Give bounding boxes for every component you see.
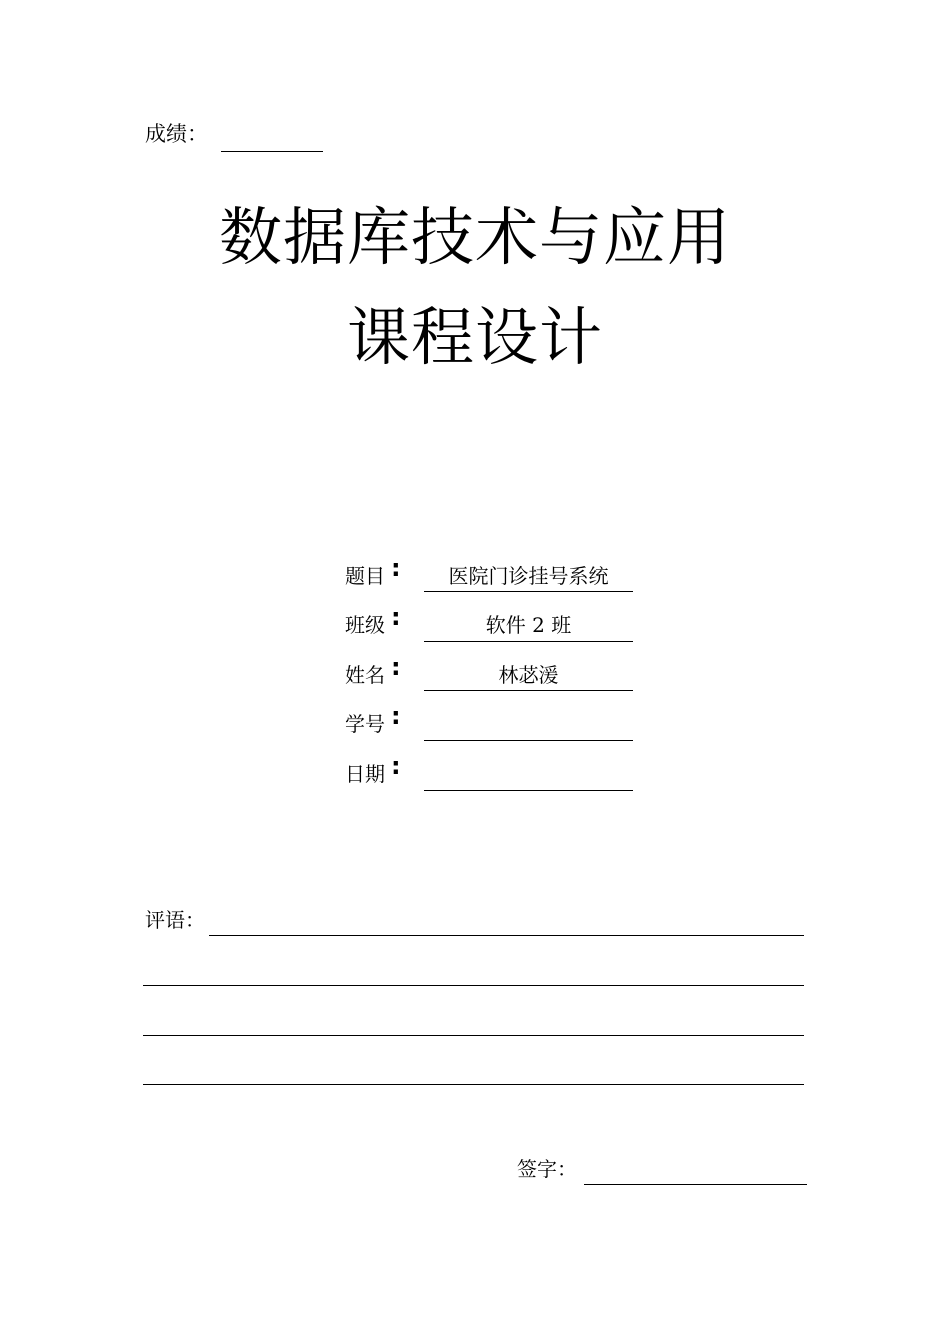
name-colon: : [391,653,401,681]
student-id-colon: : [391,702,401,730]
topic-label: 题目 [345,564,385,588]
signature-label: 签字： [517,1157,577,1181]
class-value: 软件 2 班 [485,613,572,637]
score-blank-line [221,151,323,152]
comment-line [143,1035,804,1036]
topic-underline [424,591,633,592]
date-label: 日期 [345,762,385,786]
date-underline [424,790,633,791]
date-colon: : [391,752,401,780]
topic-colon: : [391,554,401,582]
student-id-underline [424,740,633,741]
name-label: 姓名 [345,663,385,687]
comment-line [209,935,804,936]
name-underline [424,690,633,691]
comment-line [143,1084,804,1085]
class-underline [424,641,633,642]
name-value: 林苾湲 [498,663,559,687]
class-colon: : [391,603,401,631]
course-title: 数据库技术与应用 [219,201,731,274]
comments-label: 评语： [145,908,205,932]
student-id-label: 学号 [345,712,385,736]
course-subtitle: 课程设计 [347,301,603,374]
signature-line [584,1184,807,1185]
score-label: 成绩： [145,122,208,146]
class-label: 班级 [345,613,385,637]
topic-value: 医院门诊挂号系统 [448,564,609,588]
comment-line [143,985,804,986]
